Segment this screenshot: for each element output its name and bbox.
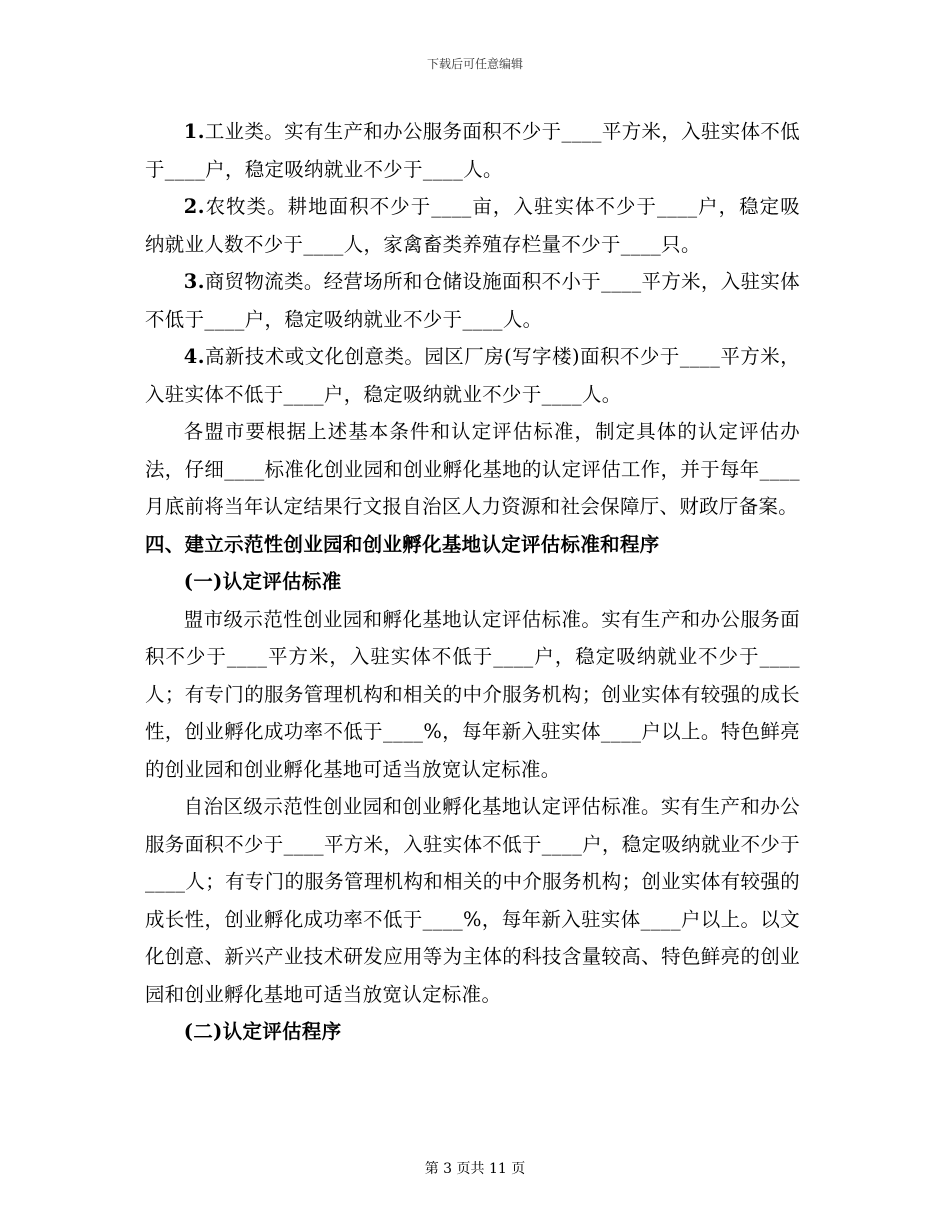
paragraph-city-level-standards: 盟市级示范性创业园和孵化基地认定评估标准。实有生产和办公服务面积不少于____平方米，入驻实体不低于____户，稳定吸纳就业不少于____人；有专门的服务管理机构和相关的中介服务机构；创业实体有较强的成长性，创业孵化成功率不低于____%，每年新入驻实体____户以上。特色鲜亮的创业园和创业孵化基地可适当放宽认定标准。 bbox=[145, 607, 800, 781]
item-number: 1. bbox=[183, 120, 205, 143]
paragraph-league-cities: 各盟市要根据上述基本条件和认定评估标准，制定具体的认定评估办法，仔细____标准化创业园和创业孵化基地的认定评估工作，并于每年____月底前将当年认定结果行文报自治区人力资源和社会保障厅、财政厅备案。 bbox=[145, 420, 800, 518]
list-item-commerce bbox=[145, 263, 800, 338]
paragraph-region-level-standards: 自治区级示范性创业园和创业孵化基地认定评估标准。实有生产和办公服务面积不少于____平方米，入驻实体不低于____户，稳定吸纳就业不少于____人；有专门的服务管理机构和相关的中介服务机构；创业实体有较强的成长性，创业孵化成功率不低于____%，每年新入驻实体____户以上。以文化创意、新兴产业技术研发应用等为主体的科技含量较高、特色鲜亮的创业园和创业孵化基地可适当放宽认定标准。 bbox=[145, 795, 800, 1006]
page-header: 下载后可任意编辑 bbox=[426, 57, 523, 71]
page-footer: 第 3 页共 11 页 bbox=[424, 1161, 526, 1177]
item-text: 商贸物流类。经营场所和仓储设施面积不小于____平方米，入驻实体不低于____户，稳定吸纳就业不少于____人。 bbox=[145, 270, 800, 331]
list-item-hightech bbox=[145, 338, 800, 413]
item-text: 工业类。实有生产和办公服务面积不少于____平方米，入驻实体不低于____户，稳定吸纳就业不少于____人。 bbox=[145, 120, 800, 181]
item-number: 4. bbox=[183, 345, 205, 368]
item-number: 3. bbox=[183, 270, 205, 293]
list-item-agriculture bbox=[145, 188, 800, 263]
subheading-procedure: (二)认定评估程序 bbox=[183, 1020, 342, 1043]
document-body bbox=[145, 113, 800, 1051]
section-heading-4: 四、建立示范性创业园和创业孵化基地认定评估标准和程序 bbox=[145, 532, 660, 556]
item-number: 2. bbox=[183, 195, 205, 218]
subheading-standards: (一)认定评估标准 bbox=[183, 570, 342, 593]
list-item-industry bbox=[145, 113, 800, 188]
item-text: 高新技术或文化创意类。园区厂房(写字楼)面积不少于____平方米，入驻实体不低于____户，稳定吸纳就业不少于____人。 bbox=[145, 345, 800, 406]
item-text: 农牧类。耕地面积不少于____亩，入驻实体不少于____户，稳定吸纳就业人数不少于____人，家禽畜类养殖存栏量不少于____只。 bbox=[145, 195, 800, 256]
